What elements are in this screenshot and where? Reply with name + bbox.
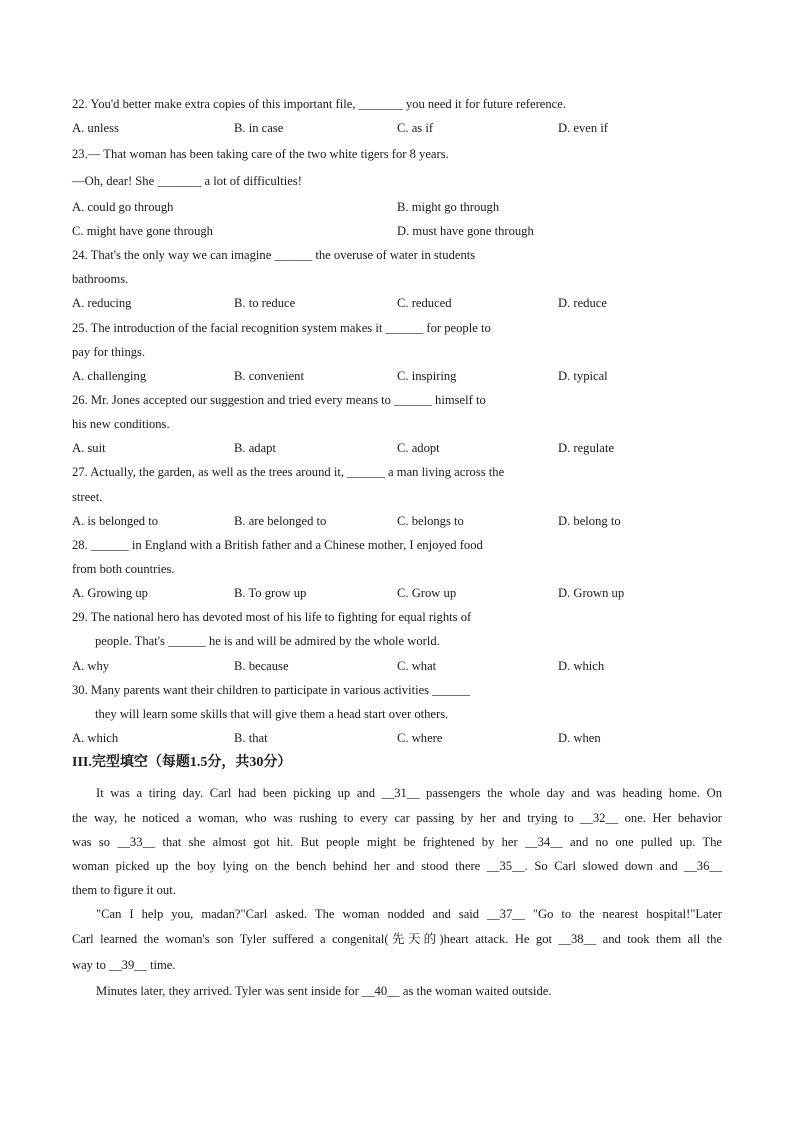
question-25-stem-line-2: pay for things. (72, 345, 146, 359)
passage-line-2: the way, he noticed a woman, who was rushing to every car passing by her and trying to __32__ one. Her behavior (72, 811, 722, 825)
section-heading-cloze: III.完型填空（每题1.5分，共30分） (72, 755, 292, 770)
question-29-option-c: C. what (397, 659, 437, 673)
question-23-stem-line-2: —Oh, dear! She _______ a lot of difficulties! (72, 174, 302, 188)
question-30-option-b: B. that (234, 731, 268, 745)
question-27-stem-line-1: 27. Actually, the garden, as well as the trees around it, ______ a man living across the (72, 465, 505, 479)
question-29-stem-line-2: people. That's ______ he is and will be admired by the whole world. (95, 634, 440, 648)
passage-line-4: woman picked up the boy lying on the bench behind her and stood there __35__. So Carl slowed down and __36__ (72, 859, 722, 873)
question-23-option-d: D. must have gone through (397, 224, 534, 238)
passage-line-1: It was a tiring day. Carl had been picking up and __31__ passengers the whole day and was heading home. On (96, 786, 722, 800)
question-22-option-c: C. as if (397, 121, 434, 135)
question-28-option-c: C. Grow up (397, 586, 457, 600)
question-26-option-a: A. suit (72, 441, 106, 455)
question-26-stem-line-1: 26. Mr. Jones accepted our suggestion and tried every means to ______ himself to (72, 393, 486, 407)
question-29-option-a: A. why (72, 659, 110, 673)
question-23-option-c: C. might have gone through (72, 224, 213, 238)
question-25-option-b: B. convenient (234, 369, 304, 383)
question-30-stem-line-1: 30. Many parents want their children to participate in various activities ______ (72, 683, 470, 697)
question-26-option-c: C. adopt (397, 441, 440, 455)
question-30-stem-line-2: they will learn some skills that will give them a head start over others. (95, 707, 449, 721)
question-30-option-d: D. when (558, 731, 601, 745)
question-23-option-b: B. might go through (397, 200, 500, 214)
passage-line-9: Minutes later, they arrived. Tyler was sent inside for __40__ as the woman waited outside. (96, 984, 552, 998)
question-30-option-a: A. which (72, 731, 119, 745)
question-24-option-b: B. to reduce (234, 296, 296, 310)
question-24-option-c: C. reduced (397, 296, 452, 310)
question-28-option-a: A. Growing up (72, 586, 148, 600)
question-27-stem-line-2: street. (72, 490, 103, 504)
question-25-option-c: C. inspiring (397, 369, 457, 383)
question-22-option-d: D. even if (558, 121, 609, 135)
question-22-option-b: B. in case (234, 121, 284, 135)
question-24-stem-line-2: bathrooms. (72, 272, 129, 286)
question-25-option-a: A. challenging (72, 369, 147, 383)
question-29-stem-line-1: 29. The national hero has devoted most of his life to fighting for equal rights of (72, 610, 472, 624)
question-23-option-a: A. could go through (72, 200, 174, 214)
passage-line-6: "Can I help you, madan?"Carl asked. The woman nodded and said __37__ "Go to the nearest hospital!"Later (96, 907, 722, 921)
question-28-stem-line-1: 28. ______ in England with a British father and a Chinese mother, I enjoyed food (72, 538, 483, 552)
question-23-stem-line-1: 23.— That woman has been taking care of the two white tigers for 8 years. (72, 147, 449, 161)
passage-line-5: them to figure it out. (72, 883, 176, 897)
question-26-option-d: D. regulate (558, 441, 614, 455)
question-28-option-b: B. To grow up (234, 586, 307, 600)
question-24-option-d: D. reduce (558, 296, 607, 310)
question-22-option-a: A. unless (72, 121, 119, 135)
question-27-option-c: C. belongs to (397, 514, 464, 528)
question-27-option-b: B. are belonged to (234, 514, 327, 528)
question-28-option-d: D. Grown up (558, 586, 625, 600)
question-25-stem-line-1: 25. The introduction of the facial recognition system makes it ______ for people to (72, 321, 491, 335)
question-26-option-b: B. adapt (234, 441, 276, 455)
question-29-option-d: D. which (558, 659, 605, 673)
question-26-stem-line-2: his new conditions. (72, 417, 170, 431)
question-30-option-c: C. where (397, 731, 443, 745)
passage-line-3: was so __33__ that she almost got hit. But people might be frightened by her __34__ and no one pulled up. The (72, 835, 722, 849)
question-25-option-d: D. typical (558, 369, 608, 383)
passage-line-8: way to __39__ time. (72, 958, 176, 972)
question-24-option-a: A. reducing (72, 296, 132, 310)
question-27-option-d: D. belong to (558, 514, 621, 528)
passage-line-7: Carl learned the woman's son Tyler suffered a congenital(先天的)heart attack. He got __38__ and took them all the (72, 932, 722, 946)
question-27-option-a: A. is belonged to (72, 514, 159, 528)
question-28-stem-line-2: from both countries. (72, 562, 175, 576)
question-29-option-b: B. because (234, 659, 289, 673)
question-22-stem-line-1: 22. You'd better make extra copies of this important file, _______ you need it for future reference. (72, 97, 566, 111)
question-24-stem-line-1: 24. That's the only way we can imagine ______ the overuse of water in students (72, 248, 476, 262)
